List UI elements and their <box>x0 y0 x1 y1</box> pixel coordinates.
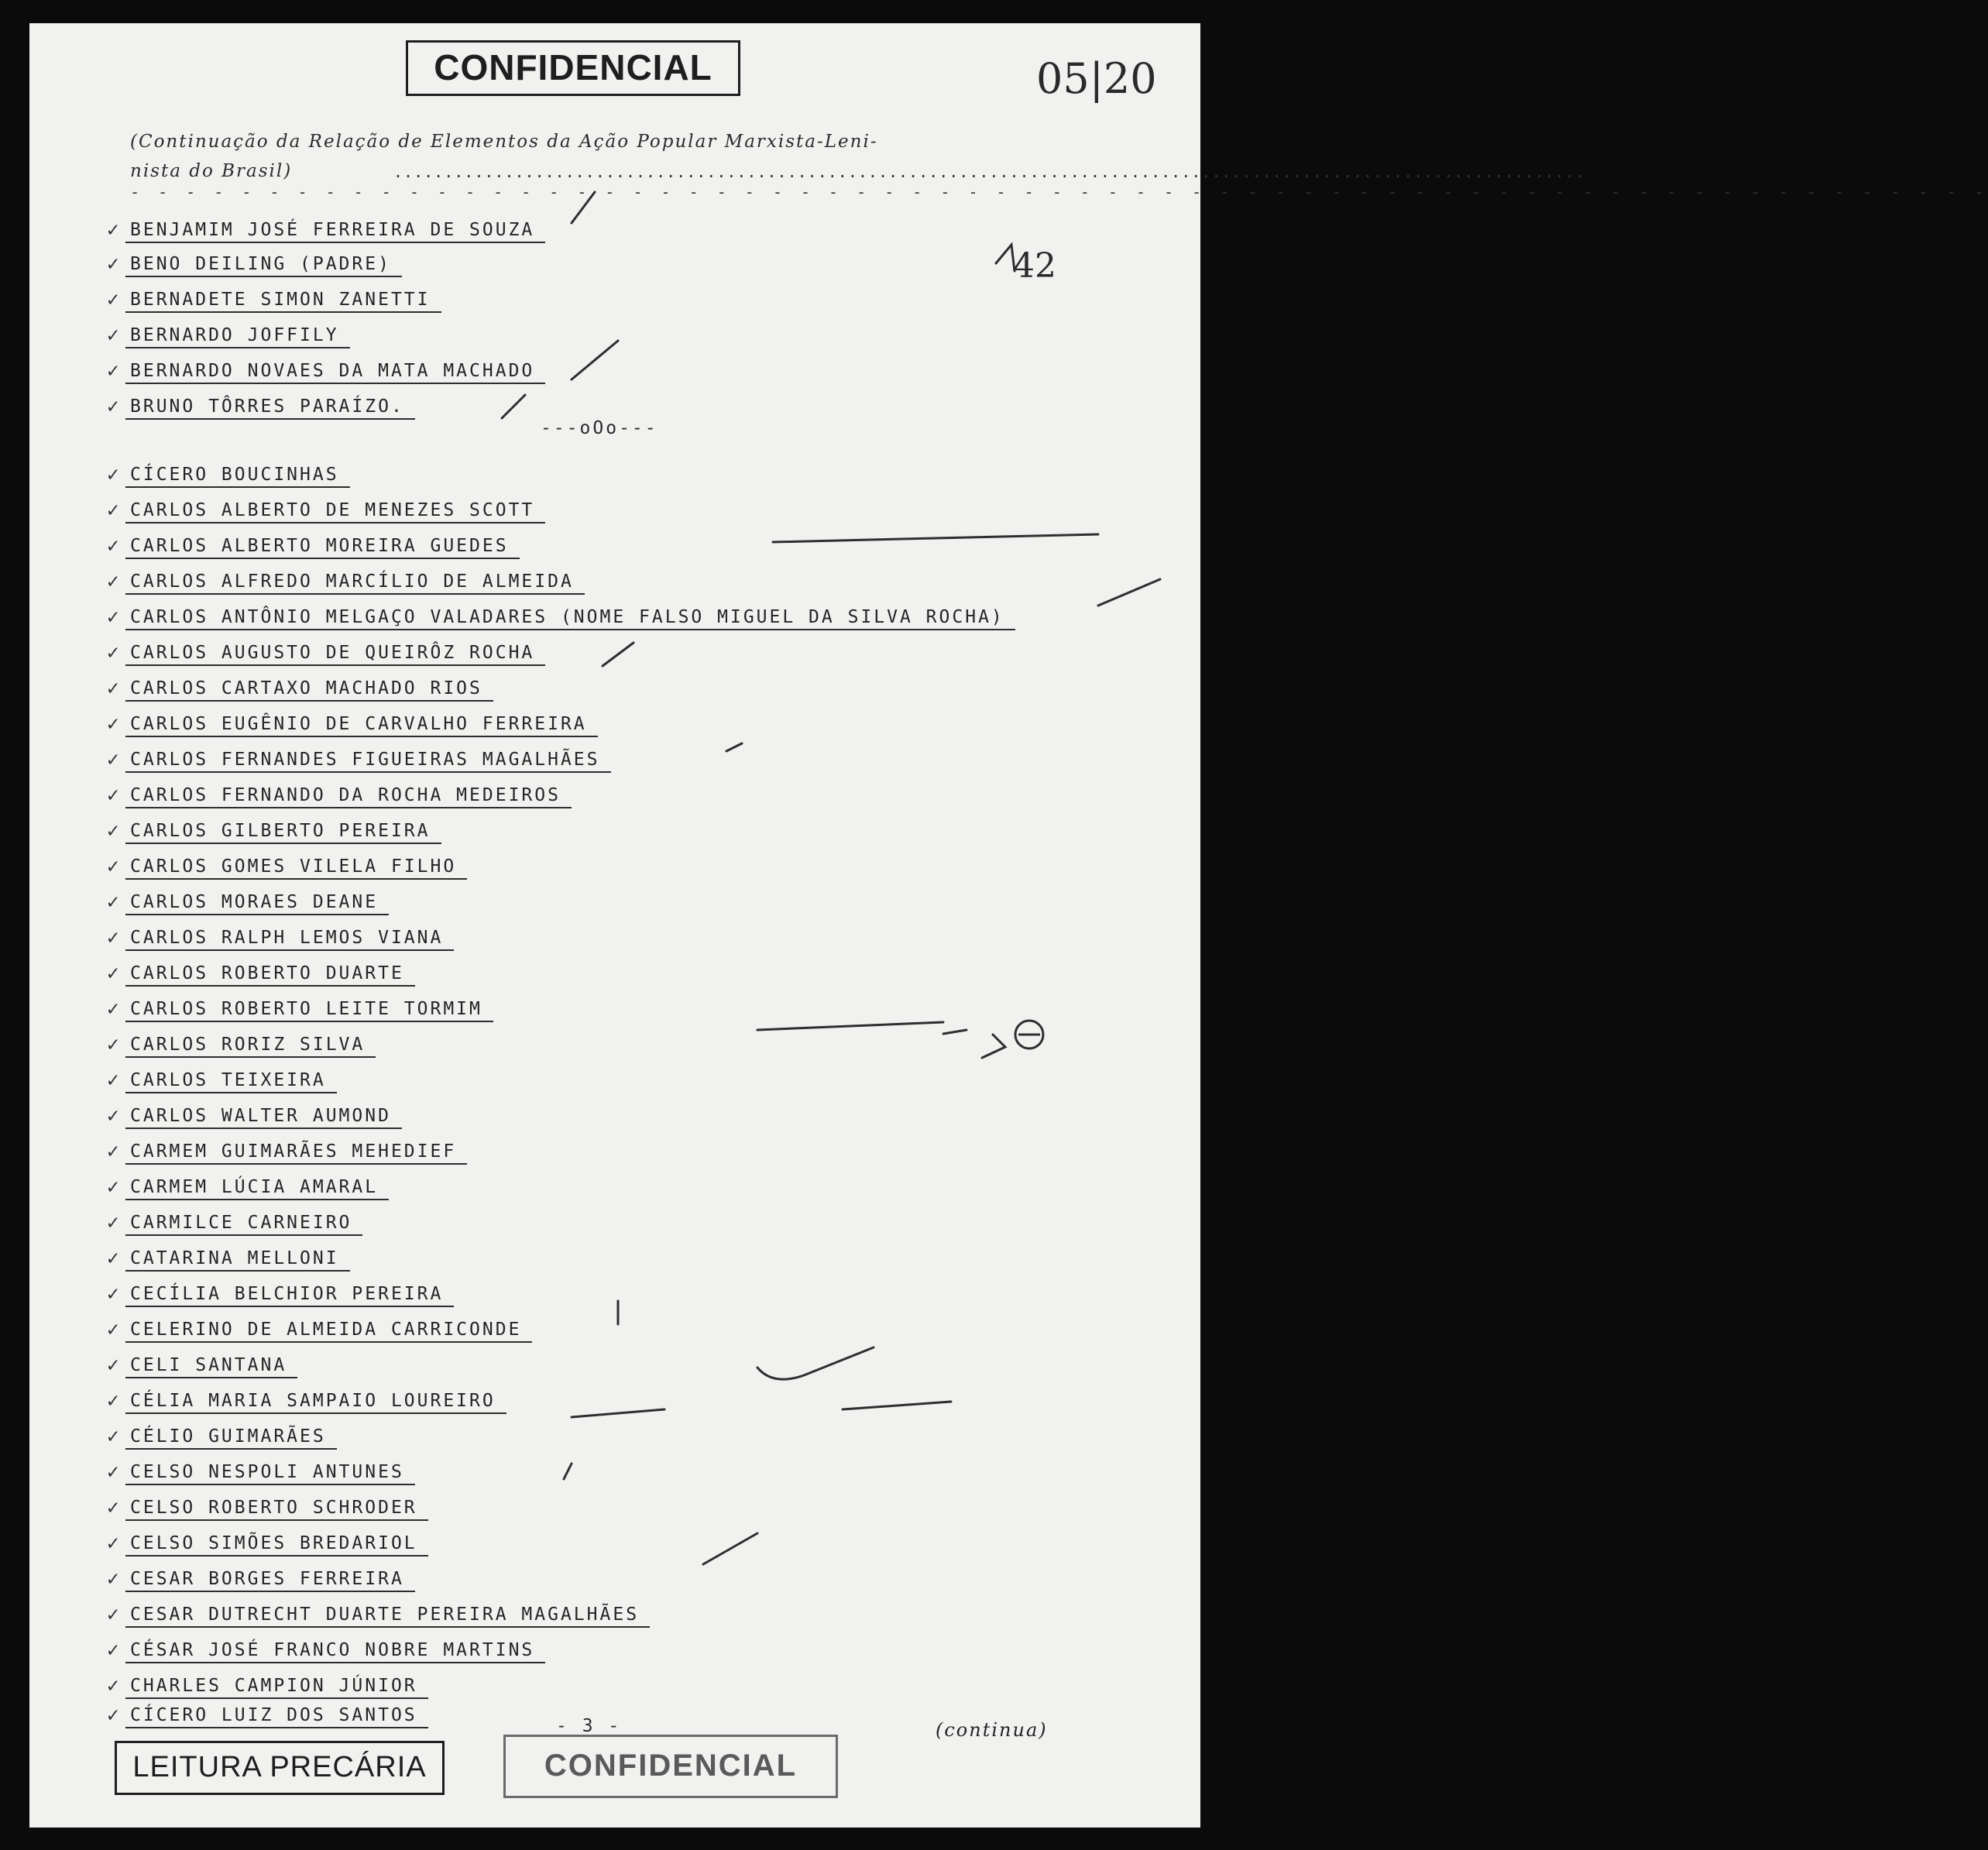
handwritten-marks <box>29 23 1988 1828</box>
list-item: ✓ CARLOS ANTÔNIO MELGAÇO VALADARES (NOME FALSO MIGUEL DA SILVA ROCHA) <box>130 607 1004 627</box>
list-item: ✓ CARLOS TEIXEIRA <box>130 1070 326 1090</box>
list-item: ✓ CARLOS RALPH LEMOS VIANA <box>130 928 443 948</box>
list-item: ✓ CARLOS FERNANDO DA ROCHA MEDEIROS <box>130 785 561 805</box>
list-item: ✓ CARMEM LÚCIA AMARAL <box>130 1177 378 1197</box>
header-line-1: (Continuação da Relação de Elementos da Ação Popular Marxista-Leni- <box>130 132 878 152</box>
page-number: 05|20 <box>1036 54 1157 103</box>
list-item: ✓ CECÍLIA BELCHIOR PEREIRA <box>130 1284 443 1304</box>
list-item: ✓ CARLOS ROBERTO DUARTE <box>130 963 404 983</box>
list-item: ✓ CARLOS RORIZ SILVA <box>130 1035 365 1055</box>
list-item: ✓ CARLOS EUGÊNIO DE CARVALHO FERREIRA <box>130 714 587 734</box>
list-item: ✓ BERNARDO JOFFILY <box>130 325 339 345</box>
list-item: ✓ BENJAMIM JOSÉ FERREIRA DE SOUZA <box>130 220 534 240</box>
dotted-leader: ...................................................................................................................... <box>393 163 1585 181</box>
list-item: ✓ BRUNO TÔRRES PARAÍZO. <box>130 396 404 417</box>
list-item: ✓ CARLOS ALFREDO MARCÍLIO DE ALMEIDA <box>130 571 574 592</box>
list-item: ✓ CARLOS MORAES DEANE <box>130 892 378 912</box>
list-item: ✓ CARLOS GILBERTO PEREIRA <box>130 821 431 841</box>
page-footer-number: - 3 - <box>556 1716 622 1736</box>
list-item: ✓ CARLOS ROBERTO LEITE TORMIM <box>130 999 482 1019</box>
continued-note: (continua) <box>936 1719 1048 1741</box>
confidencial-stamp-top: CONFIDENCIAL <box>406 40 740 96</box>
list-item: ✓ CARLOS CARTAXO MACHADO RIOS <box>130 678 482 698</box>
header-line-2: nista do Brasil) <box>130 161 293 181</box>
list-item: ✓ CESAR DUTRECHT DUARTE PEREIRA MAGALHÃES <box>130 1605 639 1625</box>
list-item: ✓ CARMEM GUIMARÃES MEHEDIEF <box>130 1141 456 1162</box>
list-item: ✓ CELSO SIMÕES BREDARIOL <box>130 1533 417 1553</box>
list-item: ✓ CELERINO DE ALMEIDA CARRICONDE <box>130 1320 521 1340</box>
list-item: ✓ CELSO NESPOLI ANTUNES <box>130 1462 404 1482</box>
list-item: ✓ CÉLIA MARIA SAMPAIO LOUREIRO <box>130 1391 496 1411</box>
list-item: ✓ CATARINA MELLONI <box>130 1248 339 1268</box>
arrow-mark <box>982 1035 1005 1058</box>
list-item: ✓ CÍCERO BOUCINHAS <box>130 465 339 485</box>
list-item: ✓ BENO DEILING (PADRE) <box>130 254 391 274</box>
list-item: ✓ CARLOS FERNANDES FIGUEIRAS MAGALHÃES <box>130 750 600 770</box>
list-item: ✓ CÉLIO GUIMARÃES <box>130 1426 326 1447</box>
section-separator: ---oOo--- <box>541 418 658 438</box>
list-item: ✓ CÍCERO LUIZ DOS SANTOS <box>130 1705 417 1725</box>
dash-rule: - - - - - - - - - - - - - - - - - - - - - - - - - - - - - - - - - - - - - - - - - - - - - - - - - - - - - - - - - - - - - - - - - - - <box>130 183 1988 201</box>
list-item: ✓ CARLOS ALBERTO MOREIRA GUEDES <box>130 536 509 556</box>
list-item: ✓ CÉSAR JOSÉ FRANCO NOBRE MARTINS <box>130 1640 534 1660</box>
document-page <box>29 23 1988 1828</box>
list-item: ✓ CARLOS GOMES VILELA FILHO <box>130 856 456 877</box>
check-mark <box>757 1347 874 1379</box>
leitura-precaria-stamp: LEITURA PRECÁRIA <box>115 1741 445 1795</box>
folio-stroke <box>996 245 1015 271</box>
list-item: ✓ CARLOS ALBERTO DE MENEZES SCOTT <box>130 500 534 520</box>
confidencial-stamp-bottom: CONFIDENCIAL <box>503 1735 838 1798</box>
list-item: ✓ CARMILCE CARNEIRO <box>130 1213 352 1233</box>
list-item: ✓ CHARLES CAMPION JÚNIOR <box>130 1676 417 1696</box>
list-item: ✓ CELI SANTANA <box>130 1355 287 1375</box>
list-item: ✓ CARLOS WALTER AUMOND <box>130 1106 391 1126</box>
list-item: ✓ CARLOS AUGUSTO DE QUEIRÔZ ROCHA <box>130 643 534 663</box>
list-item: ✓ BERNARDO NOVAES DA MATA MACHADO <box>130 361 534 381</box>
list-item: ✓ CESAR BORGES FERREIRA <box>130 1569 404 1589</box>
folio-number: 42 <box>1013 246 1056 286</box>
list-item: ✓ CELSO ROBERTO SCHRODER <box>130 1498 417 1518</box>
list-item: ✓ BERNADETE SIMON ZANETTI <box>130 290 431 310</box>
